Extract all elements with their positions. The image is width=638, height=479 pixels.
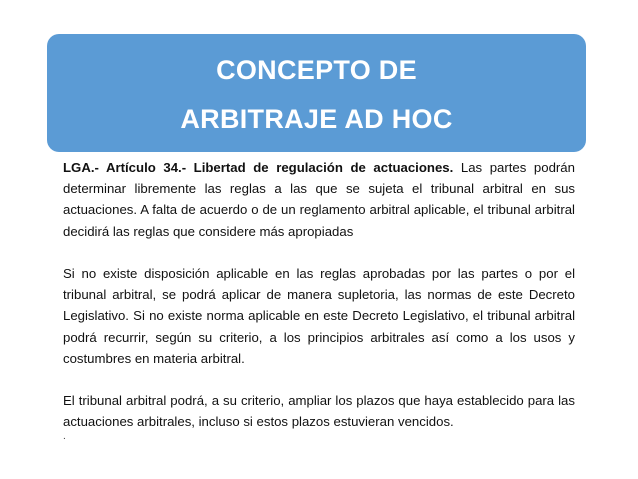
title-line-1: CONCEPTO DE (216, 55, 417, 85)
title-line-2: ARBITRAJE AD HOC (180, 104, 453, 134)
paragraph-article-34 (63, 157, 575, 242)
article-heading: LGA.- Artículo 34.- Libertad de regulación de actuaciones. (63, 160, 454, 175)
paragraph-text: El tribunal arbitral podrá, a su criterio, ampliar los plazos que haya establecido para las actuaciones arbitrales, incluso si estos plazos estuvieran vencidos. (63, 393, 575, 430)
paragraph-supletoria (63, 263, 575, 369)
paragraph-text: Si no existe disposición aplicable en las reglas aprobadas por las partes o por el tribunal arbitral, se podrá aplicar de manera supletoria, las normas de este Decreto Legislativo. Si no existe norma aplicable en este Decreto Legislativo, el tribunal arbitral podrá recurrir, según su criterio, a los principios arbitrales así como a los usos y costumbres en materia arbitral. (63, 266, 575, 366)
footer-dot: . (63, 431, 66, 442)
title-banner (47, 34, 586, 152)
paragraph-text: Las partes podrán determinar libremente las reglas a las que se sujeta el tribunal arbitral en sus actuaciones. A falta de acuerdo o de un reglamento arbitral aplicable, el tribunal arbitral decidirá las reglas que considere más apropiadas (63, 160, 575, 239)
body-text (63, 157, 575, 454)
paragraph-plazos (63, 390, 575, 432)
